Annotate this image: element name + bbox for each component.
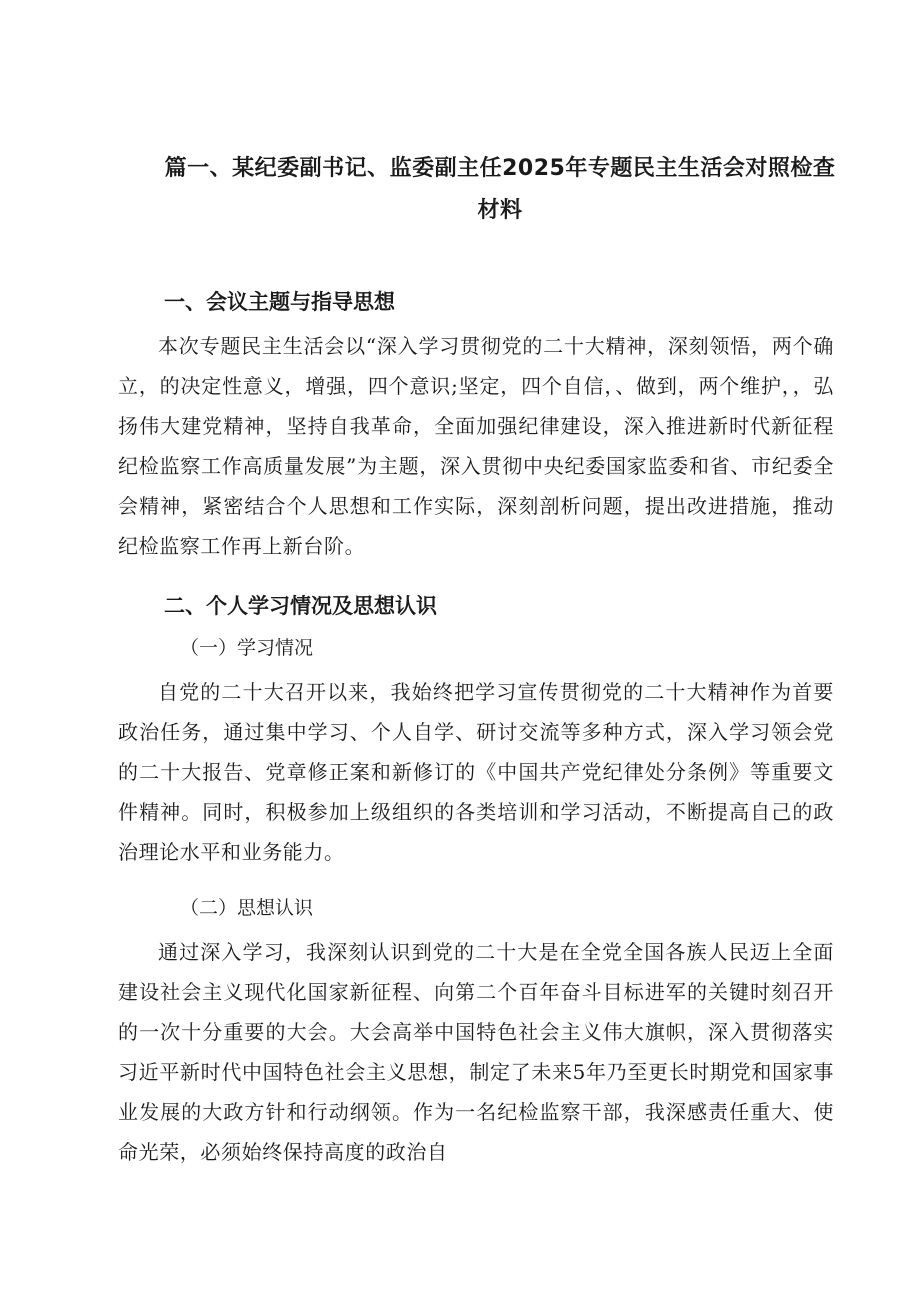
- title-line-1: 篇一、某纪委副书记、监委副主任2025年专题民主生活会对照检查: [164, 156, 836, 181]
- section-heading-2: 二、个人学习情况及思想认识: [164, 594, 437, 618]
- subsection-heading-2: （二）思想认识: [180, 897, 314, 919]
- subsection-heading-1: （一）学习情况: [180, 637, 314, 659]
- section-heading-1: 一、会议主题与指导思想: [164, 290, 395, 314]
- document-title: [150, 148, 850, 232]
- subsection-paragraph-1: 自党的二十大召开以来，我始终把学习宣传贯彻党的二十大精神作为首要政治任务，通过集中学习、个人自学、研讨交流等多种方式，深入学习领会党的二十大报告、党章修正案和新修订的《中国共产党纪律处分条例》等重要文件精神。同时，积极参加上级组织的各类培训和学习活动，不断提高自己的政治理论水平和业务能力。: [118, 680, 834, 864]
- subsection-paragraph-2: 通过深入学习，我深刻认识到党的二十大是在全党全国各族人民迈上全面建设社会主义现代化国家新征程、向第二个百年奋斗目标进军的关键时刻召开的一次十分重要的大会。大会高举中国特色社会主义伟大旗帜，深入贯彻落实习近平新时代中国特色社会主义思想，制定了未来5年乃至更长时期党和国家事业发展的大政方针和行动纲领。作为一名纪检监察干部，我深感责任重大、使命光荣，必须始终保持高度的政治自: [118, 940, 834, 1164]
- section-paragraph-1: 本次专题民主生活会以“深入学习贯彻党的二十大精神，深刻领悟，两个确立，的决定性意义，增强，四个意识;坚定，四个自信，、做到，两个维护，，弘扬伟大建党精神，坚持自我革命，全面加强纪律建设，深入推进新时代新征程纪检监察工作高质量发展”为主题，深入贯彻中央纪委国家监委和省、市纪委全会精神，紧密结合个人思想和工作实际，深刻剖析问题，提出改进措施，推动纪检监察工作再上新台阶。: [118, 334, 834, 558]
- title-line-2: 材料: [477, 198, 523, 223]
